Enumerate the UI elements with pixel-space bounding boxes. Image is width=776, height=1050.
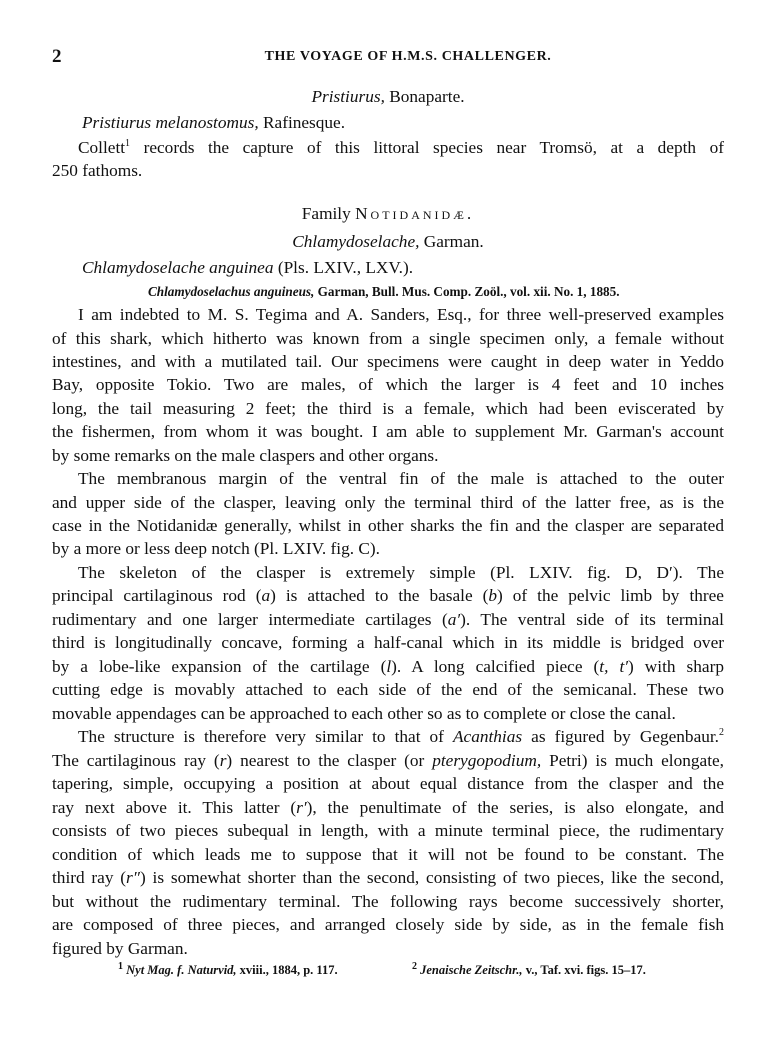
genus-heading-pristiurus: Pristiurus, Bonaparte. — [311, 87, 465, 106]
paragraph-line: The structure is therefore very similar to that of Acanthias as figured by Gegenbaur.$^2$ — [78, 727, 725, 746]
paragraph-line: by some remarks on the male claspers and other organs. — [52, 446, 439, 465]
paragraph-line: The skeleton of the clasper is extremely simple (Pl. LXIV. fig. D, D′). The — [78, 563, 724, 582]
page-number: 2 — [52, 46, 62, 67]
paragraph-line: tapering, simple, occupying a position at about equal distance from the clasper and the — [52, 774, 724, 793]
species-heading-pristiurus: Pristiurus melanostomus, Rafinesque. — [82, 113, 346, 132]
paragraph-line: I am indebted to M. S. Tegima and A. Sanders, Esq., for three well-preserved examples — [78, 305, 724, 324]
footnote-marker: 2 — [719, 727, 725, 739]
paragraph-line: 250 fathoms. — [52, 161, 143, 180]
paragraph-line: consists of two pieces subequal in length, with a minute terminal piece, the rudimentary — [52, 821, 724, 840]
paragraph-line: cutting edge is movably attached to each side of the end of the semicanal. These two — [52, 680, 724, 699]
paragraph-line: the fishermen, from whom it was bought. I am able to supplement Mr. Garman's account — [52, 422, 724, 441]
paragraph-line: long, the tail measuring 2 feet; the third is a female, which had been eviscerated by — [52, 399, 724, 418]
paragraph-line: but without the rudimentary terminal. The following rays become successively shorter, — [52, 892, 724, 911]
paragraph-line: are composed of three pieces, and arranged closely side by side, as in the female fish — [52, 915, 724, 934]
species-heading-chlamydoselache: Chlamydoselache anguinea (Pls. LXIV., LXV.). — [82, 258, 414, 277]
family-heading: Family Notidanidæ. — [301, 204, 475, 223]
paragraph-line: intestines, and with a mutilated tail. Our specimens were caught in deep water in Yeddo — [52, 352, 724, 371]
genus-heading-chlamydoselache: Chlamydoselache, Garman. — [292, 232, 484, 251]
running-title: THE VOYAGE OF H.M.S. CHALLENGER. — [264, 49, 552, 64]
paragraph-line: by a lobe-like expansion of the cartilage (l). A long calcified piece (t, t′) with sharp — [52, 657, 724, 676]
paragraph-line: and upper side of the clasper, leaving only the terminal third of the latter free, as is the — [52, 493, 724, 512]
paragraph-line: third is longitudinally concave, forming a half-canal which in its middle is bridged over — [52, 633, 724, 652]
footnote-2: $^2$ Jenaische Zeitschr., v., Taf. xvi. figs. 15–17. — [412, 960, 646, 977]
paragraph-line: Collett$^1$ records the capture of this littoral species near Tromsö, at a depth of — [78, 138, 724, 157]
paragraph-line: case in the Notidanidæ generally, whilst in other sharks the fin and the clasper are separated — [52, 516, 724, 535]
paragraph-line: The membranous margin of the ventral fin of the male is attached to the outer — [78, 469, 724, 488]
paragraph-line: by a more or less deep notch (Pl. LXIV. fig. C). — [52, 539, 380, 558]
paragraph-line: The cartilaginous ray (r) nearest to the clasper (or pterygopodium, Petri) is much elongate, — [52, 751, 724, 770]
paragraph-line: figured by Garman. — [52, 939, 188, 958]
paragraph-line: condition of which leads me to suppose that it will not be found to be constant. The — [52, 845, 724, 864]
literature-reference: Chlamydoselachus anguineus, Garman, Bull. Mus. Comp. Zoöl., vol. xii. No. 1, 1885. — [148, 284, 620, 299]
paragraph-line: movable appendages can be approached to each other so as to complete or close the canal. — [52, 704, 676, 723]
paragraph-line: Bay, opposite Tokio. Two are males, of which the larger is 4 feet and 10 inches — [52, 375, 724, 394]
paragraph-line: principal cartilaginous rod (a) is attached to the basale (b) of the pelvic limb by three — [52, 586, 724, 605]
paragraph-line: rudimentary and one larger intermediate cartilages (a′). The ventral side of its terminal — [52, 610, 724, 629]
paragraph-line: ray next above it. This latter (r′), the penultimate of the series, is also elongate, and — [52, 798, 725, 817]
paragraph-line: third ray (r″) is somewhat shorter than the second, consisting of two pieces, like the second, — [52, 868, 724, 887]
paragraph-line: of this shark, which hitherto was known from a single specimen only, a female without — [52, 329, 724, 348]
footnote-1: $^1$ Nyt Mag. f. Naturvid, xviii., 1884, p. 117. — [118, 960, 338, 977]
footnote-marker: 1 — [125, 138, 131, 150]
